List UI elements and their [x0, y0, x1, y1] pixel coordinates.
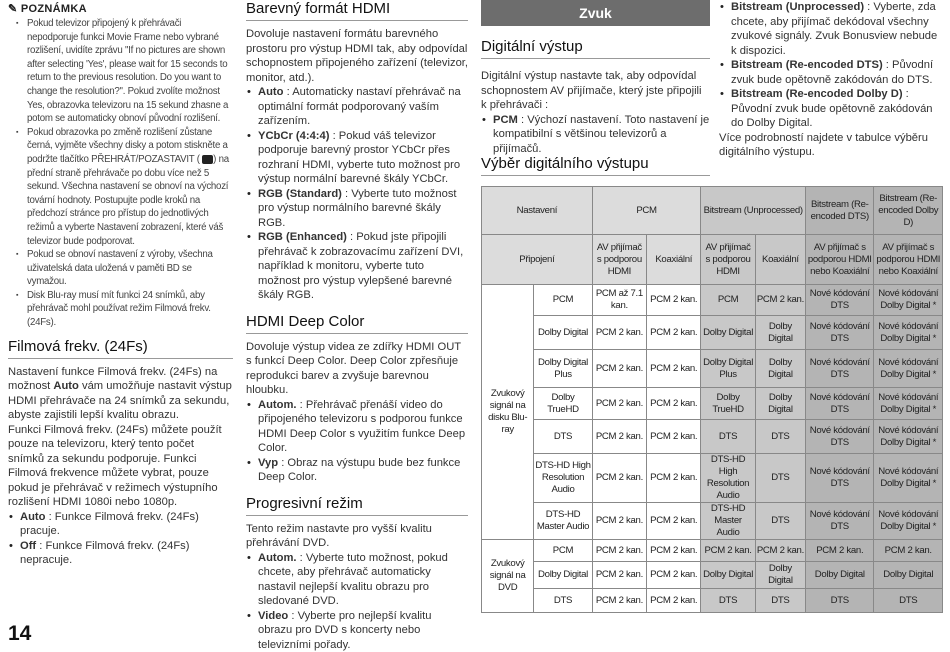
option-text: : Automaticky nastaví přehrávač na optimální formát podporovaný vaším zařízením.: [258, 86, 461, 127]
group-label: Zvukový signál na disku Blu-ray: [482, 285, 534, 540]
header-cell: Bitstream (Re-encoded Dolby D): [874, 187, 943, 235]
option-item: [246, 456, 468, 485]
option-item: [719, 87, 945, 131]
header-cell: Bitstream (Unprocessed): [701, 187, 806, 235]
table-cell: DTS: [874, 589, 943, 613]
table-cell: PCM 2 kan.: [592, 540, 646, 562]
digital-output-right: [719, 0, 945, 160]
option-text: : Vyberte, zda chcete, aby přijímač dekódoval všechny zvukové signály. Zvuk Bonusview nebude k dispozici.: [731, 1, 938, 57]
option-text: : Přehrávač přenáší video do připojeného televizoru s podporou funkce HDMI Deep Color s využitím funkce Deep Color.: [258, 398, 466, 454]
note-block: [8, 2, 233, 330]
option-list: [246, 551, 468, 652]
table-cell: PCM 2 kan.: [647, 454, 701, 503]
table-cell: DTS: [701, 589, 755, 613]
option-item: [246, 398, 468, 456]
note-item-text: Pokud obrazovka po změně rozlišení zůstane černá, vyjměte všechny disky a potom stiskněte a podržte tlačítko PŘEHRÁT/POZASTAVIT (: [27, 126, 228, 165]
table-row: [482, 316, 943, 350]
option-list: [246, 398, 468, 485]
table-cell: DTS: [701, 420, 755, 454]
option-term: Off: [20, 539, 37, 552]
header-cell: Nastavení: [482, 187, 593, 235]
table-cell: DTS: [755, 503, 805, 540]
section-title: Barevný formát HDMI: [246, 0, 468, 21]
paragraph: Tento režim nastavte pro vyšší kvalitu přehrávání DVD.: [246, 522, 432, 549]
paragraph: Funkci Filmová frekv. (24Fs) můžete použít pouze na televizoru, který tento počet snímků za sekundu podporuje. Funkci Filmová frekvence můžete vybrat, pouze pokud je přehrávač v režimech výstupního rozlišení HDMI 1080i nebo 1080p.: [8, 423, 222, 509]
option-text: : Vyberte tuto možnost, pokud chcete, aby přehrávač automaticky nastavil nejlepší kvalitu obrazu pro sledované DVD.: [258, 551, 448, 607]
table-cell: PCM 2 kan.: [592, 420, 646, 454]
table-cell: Dolby Digital: [701, 562, 755, 589]
header-cell: Připojení: [482, 235, 593, 285]
table-cell: DTS-HD Master Audio: [701, 503, 755, 540]
table-cell: PCM 2 kan.: [647, 503, 701, 540]
paragraph: Více podrobností najdete v tabulce výběru digitálního výstupu.: [719, 131, 928, 158]
option-term: Video: [258, 609, 289, 622]
table-cell: PCM 2 kan.: [647, 540, 701, 562]
table-cell: Dolby Digital: [701, 316, 755, 350]
table-cell: Nové kódování Dolby Digital *: [874, 454, 943, 503]
table-cell: Dolby TrueHD: [701, 388, 755, 420]
table-cell: PCM 2 kan.: [592, 503, 646, 540]
header-cell: AV přijímač s podporou HDMI: [592, 235, 646, 285]
table-cell: DTS: [755, 420, 805, 454]
table-cell: Dolby Digital: [534, 316, 592, 350]
table-cell: PCM až 7.1 kan.: [592, 285, 646, 316]
option-term: Autom.: [258, 398, 297, 411]
note-item: ▪ Pokud se obnoví nastavení z výroby, všechna uživatelská data uložená v paměti BD se vymažou.: [16, 248, 233, 289]
table-cell: PCM: [534, 285, 592, 316]
section-title: Výběr digitálního výstupu: [481, 155, 710, 176]
table-row: [482, 503, 943, 540]
option-item: [8, 539, 233, 568]
option-text: : Funkce Filmová frekv. (24Fs) pracuje.: [20, 510, 199, 538]
option-list: [8, 510, 233, 568]
option-text: : Pokud jste připojili přehrávač k zobrazovacímu zařízení DVI, například k monitoru, vyberte tuto možnost pro výstup vylepšené barevné škály RGB.: [258, 231, 464, 301]
table-cell: DTS: [534, 589, 592, 613]
header-cell: Koaxiální: [755, 235, 805, 285]
bold-term: Auto: [53, 380, 79, 393]
option-item: [246, 85, 468, 129]
table-cell: Dolby Digital: [874, 562, 943, 589]
table-row: [482, 350, 943, 388]
table-cell: DTS-HD High Resolution Audio: [701, 454, 755, 503]
table-cell: Nové kódování DTS: [806, 316, 874, 350]
table-row: [482, 454, 943, 503]
table-cell: PCM 2 kan.: [592, 589, 646, 613]
page-number: 14: [8, 622, 32, 645]
table-cell: PCM 2 kan.: [592, 562, 646, 589]
table-cell: PCM: [534, 540, 592, 562]
table-row: [482, 388, 943, 420]
table-cell: Dolby Digital: [755, 562, 805, 589]
table-cell: Nové kódování DTS: [806, 350, 874, 388]
option-item: [246, 551, 468, 609]
section-title: HDMI Deep Color: [246, 313, 468, 334]
table-cell: Nové kódování DTS: [806, 388, 874, 420]
table-cell: DTS: [534, 420, 592, 454]
table-cell: Dolby TrueHD: [534, 388, 592, 420]
option-text: : Vyberte tuto možnost pro výstup normálního barevné škály RGB.: [258, 187, 457, 229]
table-cell: Nové kódování Dolby Digital *: [874, 388, 943, 420]
table-cell: Nové kódování Dolby Digital *: [874, 420, 943, 454]
section-title: Progresivní režim: [246, 495, 468, 516]
option-item: [719, 58, 945, 87]
group-label: Zvukový signál na DVD: [482, 540, 534, 613]
bd-rows: [482, 285, 943, 540]
table-cell: PCM 2 kan.: [592, 388, 646, 420]
option-text: : Původní zvuk bude opětovně zakódován do DTS.: [731, 59, 934, 86]
table-cell: DTS-HD Master Audio: [534, 503, 592, 540]
table-cell: Nové kódování DTS: [806, 454, 874, 503]
digital-output-table: [481, 186, 943, 613]
table-row: [482, 285, 943, 316]
table-cell: PCM 2 kan.: [647, 388, 701, 420]
table-cell: Nové kódování Dolby Digital *: [874, 350, 943, 388]
header-cell: AV přijímač s podporou HDMI nebo Koaxiální: [874, 235, 943, 285]
header-cell: AV přijímač s podporou HDMI nebo Koaxiální: [806, 235, 874, 285]
table-cell: PCM 2 kan.: [806, 540, 874, 562]
option-term: Vyp: [258, 456, 279, 469]
table-cell: PCM 2 kan.: [592, 454, 646, 503]
table-cell: Nové kódování Dolby Digital *: [874, 503, 943, 540]
table-cell: PCM: [701, 285, 755, 316]
column-middle: [246, 0, 468, 652]
text: Nastavení funkce Filmová frekv. (24Fs) na možnost: [8, 365, 218, 393]
option-term: PCM: [493, 113, 518, 126]
paragraph: Dovoluje nastavení formátu barevného prostoru pro výstup HDMI tak, aby odpovídal schopnostem připojeného zařízení (televizor, monitor, atd.).: [246, 28, 469, 84]
table-cell: PCM 2 kan.: [755, 540, 805, 562]
header-cell: PCM: [592, 187, 701, 235]
note-item: ▪ Pokud televizor připojený k přehrávači nepodporuje funkci Movie Frame nebo vybrané rozlišení, uvidíte zprávu "If no pictures are shown after selecting 'Yes', please wait for 15 seconds to return to the previous resolution. Do you want to change the resolution?". Pokud zvolíte možnost Yes, obrazovka televizoru na 15 sekund zhasne a potom se automaticky obnoví původní rozlišení.: [16, 17, 233, 126]
table-cell: Dolby Digital Plus: [534, 350, 592, 388]
digital-output-left: [481, 0, 710, 156]
header-cell: AV přijímač s podporou HDMI: [701, 235, 755, 285]
table-cell: PCM 2 kan.: [755, 285, 805, 316]
text: vám umožňuje nastavit výstup HDMI přehrávače na 24 snímků za sekundu, abyste zajistili lepší kvalitu obrazu.: [8, 380, 232, 422]
table-header-row: [482, 235, 943, 285]
option-term: YCbCr (4:4:4): [258, 129, 330, 142]
option-text: : Funkce Filmová frekv. (24Fs) nepracuje.: [20, 539, 190, 567]
table-row: [482, 562, 943, 589]
table-title-block: [481, 155, 710, 182]
table-cell: DTS: [806, 589, 874, 613]
table-cell: PCM 2 kan.: [647, 350, 701, 388]
option-term: Auto: [20, 510, 46, 523]
table-cell: PCM 2 kan.: [647, 562, 701, 589]
table-row: [482, 420, 943, 454]
paragraph: [8, 365, 233, 423]
table-cell: DTS-HD High Resolution Audio: [534, 454, 592, 503]
table-cell: Dolby Digital: [534, 562, 592, 589]
option-item: [719, 0, 945, 58]
play-pause-button-icon: [202, 155, 213, 164]
header-cell: Bitstream (Re-encoded DTS): [806, 187, 874, 235]
option-term: Auto: [258, 86, 284, 98]
table-cell: DTS: [755, 454, 805, 503]
column-left: [8, 0, 233, 568]
section-banner: Zvuk: [481, 0, 710, 26]
table-row: [482, 589, 943, 613]
option-item: [246, 230, 468, 303]
table-cell: Nové kódování Dolby Digital *: [874, 316, 943, 350]
film-section: [8, 338, 233, 568]
note-item: ▪ Disk Blu-ray musí mít funkci 24 snímků, aby přehrávač mohl používat režim Filmová frekv. (24Fs).: [16, 289, 233, 330]
table-cell: PCM 2 kan.: [701, 540, 755, 562]
table-cell: Nové kódování DTS: [806, 420, 874, 454]
option-term: RGB (Enhanced): [258, 231, 347, 243]
table-cell: Dolby Digital: [755, 388, 805, 420]
table-cell: Dolby Digital: [755, 316, 805, 350]
table-cell: DTS: [755, 589, 805, 613]
table-cell: PCM 2 kan.: [647, 285, 701, 316]
option-list: [481, 113, 710, 157]
note-title: POZNÁMKA: [20, 3, 87, 15]
option-term: Autom.: [258, 551, 297, 564]
table-row: [482, 540, 943, 562]
option-item: [481, 113, 710, 157]
note-item: [16, 126, 233, 248]
table-cell: Dolby Digital Plus: [701, 350, 755, 388]
table-cell: PCM 2 kan.: [592, 316, 646, 350]
option-text: : Výchozí nastavení. Toto nastavení je kompatibilní s většinou televizorů a přijímačů.: [493, 113, 710, 155]
table-cell: Dolby Digital: [806, 562, 874, 589]
option-term: Bitstream (Re-encoded Dolby D): [731, 88, 903, 100]
option-item: [246, 187, 468, 231]
option-term: RGB (Standard): [258, 187, 342, 200]
option-text: : Původní zvuk bude opětovně zakódován do Dolby Digital.: [731, 88, 933, 129]
dvd-rows: [482, 540, 943, 613]
note-header: [8, 2, 233, 15]
table-cell: PCM 2 kan.: [647, 316, 701, 350]
paragraph: Dovoluje výstup videa ze zdířky HDMI OUT s funkcí Deep Color. Deep Color zpřesňuje reprodukci barev a zvyšuje barevnou hloubku.: [246, 340, 461, 396]
table-cell: PCM 2 kan.: [647, 589, 701, 613]
header-cell: Koaxiální: [647, 235, 701, 285]
table-cell: Nové kódování Dolby Digital *: [874, 285, 943, 316]
table-cell: PCM 2 kan.: [874, 540, 943, 562]
option-term: Bitstream (Unprocessed): [731, 1, 865, 13]
section-title: Digitální výstup: [481, 38, 710, 59]
note-list: [16, 17, 233, 330]
table-cell: PCM 2 kan.: [592, 350, 646, 388]
pencil-icon: ✎: [8, 3, 21, 15]
table-cell: PCM 2 kan.: [647, 420, 701, 454]
option-item: [246, 609, 468, 652]
option-item: [246, 129, 468, 187]
option-text: : Obraz na výstupu bude bez funkce Deep Color.: [258, 456, 461, 483]
paragraph: Digitální výstup nastavte tak, aby odpovídal schopnostem AV přijímače, který jste připojili k přehrávači :: [481, 70, 702, 111]
table-cell: Dolby Digital: [755, 350, 805, 388]
table-header-row: [482, 187, 943, 235]
option-list: [719, 0, 945, 131]
section-title: Filmová frekv. (24Fs): [8, 338, 233, 359]
option-list: [246, 85, 468, 303]
option-text: : Pokud váš televizor podporuje barevný prostor YCbCr přes rozhraní HDMI, vyberte tuto možnost pro výstup normální barevné škály YCbCr.: [258, 129, 461, 185]
table-cell: Nové kódování DTS: [806, 503, 874, 540]
note-item-text-tail: ) na přední straně přehrávače po dobu více než 5 sekund. Všechna nastavení se obnoví na výchozí tovární hodnoty. Postupujte podle kroků na předchozí stránce pro přístup do jednotlivých režimů a vyberte Nastavení zobrazení, které váš televizor bude podporovat.: [27, 153, 229, 247]
option-item: [8, 510, 233, 539]
option-text: : Vyberte pro nejlepší kvalitu obrazu pro DVD s koncerty nebo televizními pořady.: [258, 609, 432, 651]
table-cell: Nové kódování DTS: [806, 285, 874, 316]
digital-output-table-wrap: [481, 186, 943, 613]
option-term: Bitstream (Re-encoded DTS): [731, 59, 883, 71]
